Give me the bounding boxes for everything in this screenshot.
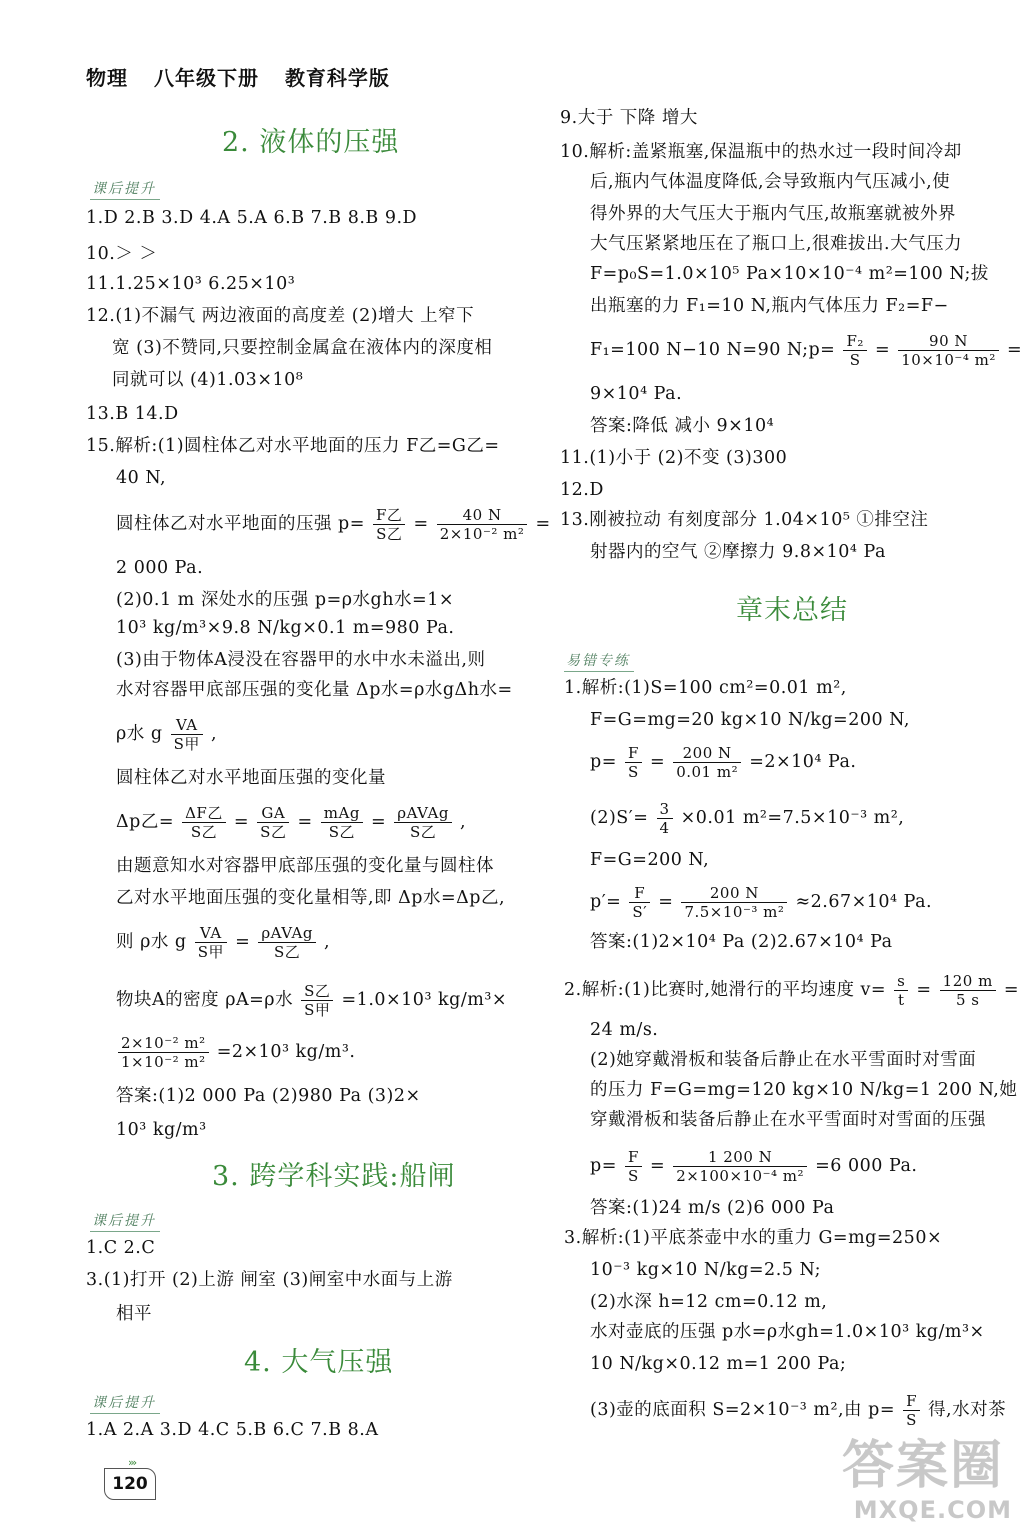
answer-line: 3.(1)打开 (2)上游 闸室 (3)闸室中水面与上游 [86,1270,453,1290]
formula-line: p= $\frac{F}{S}$ = $\frac{200 N}{\text{0.01 m²}}$ =2×10⁴ Pa. [590,744,857,781]
fraction: $\frac{120 m}{5 s}$ [940,972,996,1009]
fraction: $\frac{VA}{\text{S甲}}$ [195,924,227,961]
answer-line: 答案:(1)2 000 Pa (2)980 Pa (3)2× [116,1086,421,1106]
header-subject: 物理 [86,66,128,90]
formula-line: 物块A的密度 ρA=ρ水 $\frac{\text{S乙}}{\text{S甲}}$ =1.0×10³ kg/m³× [116,982,507,1019]
answer-line: F=G=200 N, [590,850,710,870]
answer-line: 水对壶底的压强 p水=ρ水gh=1.0×10³ kg/m³× [590,1322,985,1342]
fraction: $\frac{\text{F乙}}{\text{S乙}}$ [373,506,405,543]
header-edition: 教育科学版 [284,66,390,90]
page-number: 120 [104,1468,156,1500]
page-arrows-icon: ››› [128,1456,136,1469]
header-grade: 八年级下册 [153,66,259,90]
fraction: $\frac{\text{ρAVAg}}{\text{S乙}}$ [258,924,316,961]
watermark-logo-text: 答案圈 [842,1436,1005,1496]
formula-line: ρ水 g $\frac{VA}{\text{S甲}}$ , [116,716,218,753]
fraction: $\frac{F}{S}$ [625,1148,642,1185]
answer-line: F=p₀S=1.0×10⁵ Pa×10×10⁻⁴ m²=100 N;拔 [590,264,989,284]
answer-line: 10 N/kg×0.12 m=1 200 Pa; [590,1354,847,1374]
formula-line: p′= $\frac{F}{S'}$ = $\frac{200 N}{\text{7.5×10⁻³ m²}}$ ≈2.67×10⁴ Pa. [590,884,933,921]
answer-line: 2 000 Pa. [116,558,204,578]
answer-line: 9.大于 下降 增大 [560,108,698,128]
answer-line: 宽 (3)不赞同,只要控制金属盒在液体内的深度相 [112,338,493,358]
watermark [842,1436,1022,1531]
formula-line: Δp乙= $\frac{\text{ΔF乙}}{\text{S乙}}$ = $\frac{GA}{\text{S乙}}$ = $\frac{\text{mAg}}{\text{S乙}}$ = $\frac{\text{ρAVAg}}{\text{S乙}}$ , [116,804,467,841]
answer-line: 1.A 2.A 3.D 4.C 5.B 6.C 7.B 8.A [86,1420,379,1440]
answer-line: 圆柱体乙对水平地面压强的变化量 [116,768,386,788]
answer-line: 水对容器甲底部压强的变化量 Δp水=ρ水gΔh水= [116,680,513,700]
answer-line: 大气压紧紧地压在了瓶口上,很难拔出.大气压力 [590,234,963,254]
answer-line: 相平 [116,1304,152,1324]
fraction: $\frac{90 N}{\text{10×10⁻⁴ m²}}$ [898,332,999,369]
fraction: $\frac{\text{F₂}}{S}$ [843,332,866,369]
formula-line: 则 ρ水 g $\frac{VA}{\text{S甲}}$ = $\frac{\text{ρAVAg}}{\text{S乙}}$ , [116,924,331,961]
fraction: $\frac{F}{S}$ [625,744,642,781]
answer-line: (3)由于物体A浸没在容器甲的水中水未溢出,则 [116,650,486,670]
answer-line: 10.＞ ＞ [86,244,158,264]
answer-line: 15.解析:(1)圆柱体乙对水平地面的压力 F乙=G乙= [86,436,500,456]
formula-line: $\frac{\text{2×10⁻² m²}}{\text{1×10⁻² m²}}$ =2×10³ kg/m³. [116,1034,355,1071]
answer-line: 答案:(1)24 m/s (2)6 000 Pa [590,1198,835,1218]
answer-line: (2)0.1 m 深处水的压强 p=ρ水gh水=1× [116,590,454,610]
fraction: $\frac{s}{t}$ [894,972,908,1009]
fraction: $\frac{VA}{\text{S甲}}$ [171,716,203,753]
formula-line: (2)S′= $\frac{3}{4}$ ×0.01 m²=7.5×10⁻³ m², [590,800,905,837]
answer-line: 12.(1)不漏气 两边液面的高度差 (2)增大 上窄下 [86,306,475,326]
fraction: $\frac{1 200 N}{\text{2×100×10⁻⁴ m²}}$ [673,1148,807,1185]
answer-line: 3.解析:(1)平底茶壶中水的重力 G=mg=250× [564,1228,943,1248]
answer-line: F=G=mg=20 kg×10 N/kg=200 N, [590,710,910,730]
answer-line: 的压力 F=G=mg=120 kg×10 N/kg=1 200 N,她 [590,1080,1018,1100]
formula-line: 圆柱体乙对水平地面的压强 p= $\frac{\text{F乙}}{\text{S乙}}$ = $\frac{40 N}{\text{2×10⁻² m²}}$ = [116,506,551,543]
answer-line: 11.(1)小于 (2)不变 (3)300 [560,448,788,468]
formula-line: p= $\frac{F}{S}$ = $\frac{1 200 N}{\text{2×100×10⁻⁴ m²}}$ =6 000 Pa. [590,1148,918,1185]
answer-line: 13.B 14.D [86,404,179,424]
section-title-ship-lock: 3. 跨学科实践:船闸 [212,1161,456,1192]
page-header [86,62,408,91]
answer-line: 答案:降低 减小 9×10⁴ [590,416,775,436]
formula-line: 2.解析:(1)比赛时,她滑行的平均速度 v= $\frac{s}{t}$ = $\frac{120 m}{5 s}$ = [564,972,1020,1009]
answer-line: 10⁻³ kg×10 N/kg=2.5 N; [590,1260,822,1280]
formula-line: F₁=100 N−10 N=90 N;p= $\frac{\text{F₂}}{S}$ = $\frac{90 N}{\text{10×10⁻⁴ m²}}$ = [590,332,1023,369]
fraction: $\frac{F}{S}$ [903,1392,920,1429]
fraction: $\frac{F}{S'}$ [629,884,650,921]
fraction: $\frac{\text{ρAVAg}}{\text{S乙}}$ [394,804,452,841]
watermark-url: MXQE.COM [853,1496,1012,1524]
answer-line: 11.1.25×10³ 6.25×10³ [86,274,296,294]
section-tag: 课后提升 [90,1392,160,1414]
answer-line: 乙对水平地面压强的变化量相等,即 Δp水=Δp乙, [116,888,506,908]
fraction: $\frac{\text{2×10⁻² m²}}{\text{1×10⁻² m²}}$ [118,1034,209,1071]
answer-line: 1.解析:(1)S=100 cm²=0.01 m², [564,678,847,698]
fraction: $\frac{200 N}{\text{7.5×10⁻³ m²}}$ [681,884,787,921]
answer-line: 9×10⁴ Pa. [590,384,683,404]
answer-line: 出瓶塞的力 F₁=10 N,瓶内气体压力 F₂=F− [590,296,949,316]
answer-line: 13.刚被拉动 有刻度部分 1.04×10⁵ ①排空注 [560,510,929,530]
answer-line: 同就可以 (4)1.03×10⁸ [112,370,304,390]
answer-line: 射器内的空气 ②摩擦力 9.8×10⁴ Pa [590,542,886,562]
answer-line: 1.D 2.B 3.D 4.A 5.A 6.B 7.B 8.B 9.D [86,208,418,228]
answer-line: 1.C 2.C [86,1238,156,1258]
fraction: $\frac{GA}{\text{S乙}}$ [257,804,289,841]
section-tag: 课后提升 [90,178,160,200]
section-title-liquid-pressure: 2. 液体的压强 [222,127,400,158]
answer-line: 后,瓶内气体温度降低,会导致瓶内气压减小,使 [590,172,951,192]
fraction: $\frac{40 N}{\text{2×10⁻² m²}}$ [437,506,528,543]
fraction: $\frac{200 N}{\text{0.01 m²}}$ [673,744,741,781]
answer-line: 穿戴滑板和装备后静止在水平雪面时对雪面的压强 [590,1110,986,1130]
fraction: $\frac{\text{S乙}}{\text{S甲}}$ [301,982,333,1019]
answer-line: (2)她穿戴滑板和装备后静止在水平雪面时对雪面 [590,1050,977,1070]
answer-line: 得外界的大气压大于瓶内气压,故瓶塞就被外界 [590,204,957,224]
section-title-chapter-summary: 章末总结 [736,595,848,626]
section-tag: 课后提升 [90,1210,160,1232]
formula-line: (3)壶的底面积 S=2×10⁻³ m²,由 p= $\frac{F}{S}$ 得,水对茶 [590,1392,1007,1429]
answer-line: 40 N, [116,468,167,488]
answer-line: 10³ kg/m³ [116,1120,207,1140]
fraction: $\frac{\text{ΔF乙}}{\text{S乙}}$ [182,804,226,841]
answer-line: 10³ kg/m³×9.8 N/kg×0.1 m=980 Pa. [116,618,455,638]
fraction: $\frac{\text{mAg}}{\text{S乙}}$ [321,804,363,841]
section-title-atmospheric-pressure: 4. 大气压强 [244,1347,394,1378]
fraction: $\frac{3}{4}$ [657,800,673,837]
answer-line: 10.解析:盖紧瓶塞,保温瓶中的热水过一段时间冷却 [560,142,962,162]
answer-line: 答案:(1)2×10⁴ Pa (2)2.67×10⁴ Pa [590,932,893,952]
answer-line: 由题意知水对容器甲底部压强的变化量与圆柱体 [116,856,494,876]
answer-line: 12.D [560,480,604,500]
section-tag: 易错专练 [564,650,634,672]
answer-line: (2)水深 h=12 cm=0.12 m, [590,1292,828,1312]
answer-line: 24 m/s. [590,1020,659,1040]
